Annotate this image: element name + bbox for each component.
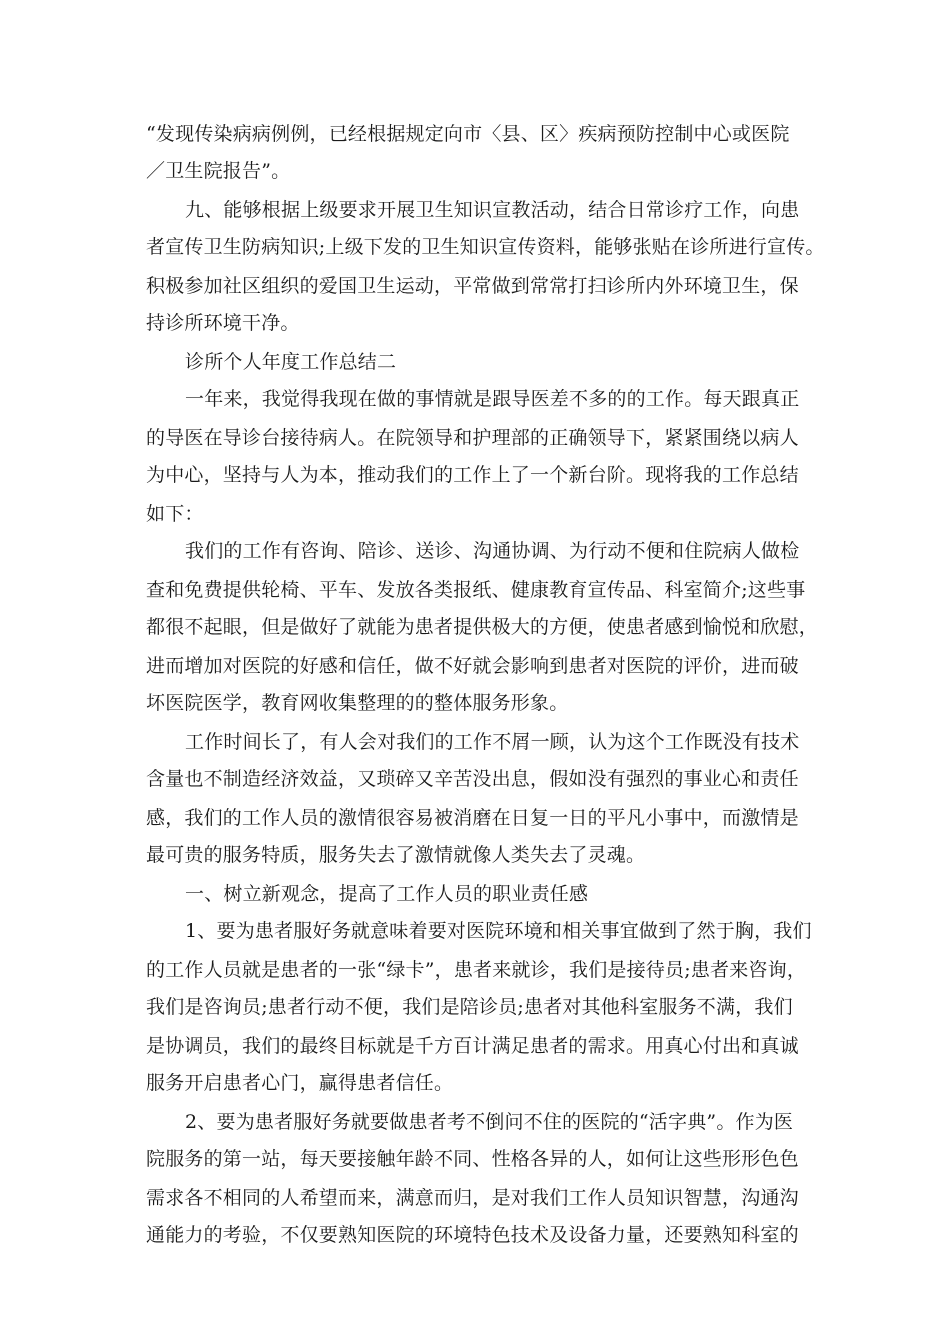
text-line: 感，我们的工作人员的激情很容易被消磨在日复一日的平凡小事中，而激情是	[146, 807, 799, 829]
text-line: 查和免费提供轮椅、平车、发放各类报纸、健康教育宣传品、科室简介;这些事	[146, 579, 806, 601]
text-line: 进而增加对医院的好感和信任，做不好就会影响到患者对医院的评价，进而破	[146, 655, 799, 677]
text-line: 一年来，我觉得我现在做的事情就是跟导医差不多的的工作。每天跟真正	[185, 388, 800, 410]
text-line: 积极参加社区组织的爱国卫生运动，平常做到常常打扫诊所内外环境卫生，保	[146, 275, 799, 297]
section-heading: 诊所个人年度工作总结二	[185, 351, 397, 373]
text-line: 为中心，坚持与人为本，推动我们的工作上了一个新台阶。现将我的工作总结	[146, 464, 799, 486]
text-line: 最可贵的服务特质，服务失去了激情就像人类失去了灵魂。	[146, 844, 646, 866]
text-line: 是协调员，我们的最终目标就是千方百计满足患者的需求。用真心付出和真诚	[146, 1035, 799, 1057]
text-line: 含量也不制造经济效益，又琐碎又辛苦没出息，假如没有强烈的事业心和责任	[146, 768, 799, 790]
text-line: 2、要为患者服好务就要做患者考不倒问不住的医院的“活字典”。作为医	[185, 1111, 794, 1133]
text-line: 院服务的第一站，每天要接触年龄不同、性格各异的人，如何让这些形形色色	[146, 1148, 799, 1170]
text-line: ／卫生院报告”。	[146, 160, 291, 182]
text-line: 如下：	[146, 503, 204, 525]
text-line: 通能力的考验，不仅要熟知医院的环境特色技术及设备力量，还要熟知科室的	[146, 1224, 799, 1246]
section-heading: 一、树立新观念，提高了工作人员的职业责任感	[185, 883, 589, 905]
text-line: “发现传染病病例例，已经根据规定向市〈县、区〉疾病预防控制中心或医院	[146, 123, 790, 145]
text-line: 我们的工作有咨询、陪诊、送诊、沟通协调、为行动不便和住院病人做检	[185, 540, 800, 562]
text-line: 1、要为患者服好务就意味着要对医院环境和相关事宜做到了然于胸，我们	[185, 920, 812, 942]
text-line: 持诊所环境干净。	[146, 312, 300, 334]
text-line: 需求各不相同的人希望而来，满意而归，是对我们工作人员知识智慧，沟通沟	[146, 1187, 799, 1209]
text-line: 我们是咨询员;患者行动不便，我们是陪诊员;患者对其他科室服务不满，我们	[146, 996, 793, 1018]
text-line: 工作时间长了，有人会对我们的工作不屑一顾，认为这个工作既没有技术	[185, 731, 800, 753]
text-line: 都很不起眼，但是做好了就能为患者提供极大的方便，使患者感到愉悦和欣慰，	[146, 616, 819, 638]
text-line: 九、能够根据上级要求开展卫生知识宣教活动，结合日常诊疗工作，向患	[185, 199, 800, 221]
text-line: 坏医院医学，教育网收集整理的的整体服务形象。	[146, 692, 569, 714]
text-line: 的导医在导诊台接待病人。在院领导和护理部的正确领导下，紧紧围绕以病人	[146, 427, 799, 449]
text-line: 的工作人员就是患者的一张“绿卡”，患者来就诊，我们是接待员;患者来咨询，	[146, 959, 807, 981]
text-line: 者宣传卫生防病知识;上级下发的卫生知识宣传资料，能够张贴在诊所进行宣传。	[146, 236, 825, 258]
text-line: 服务开启患者心门，赢得患者信任。	[146, 1072, 454, 1094]
